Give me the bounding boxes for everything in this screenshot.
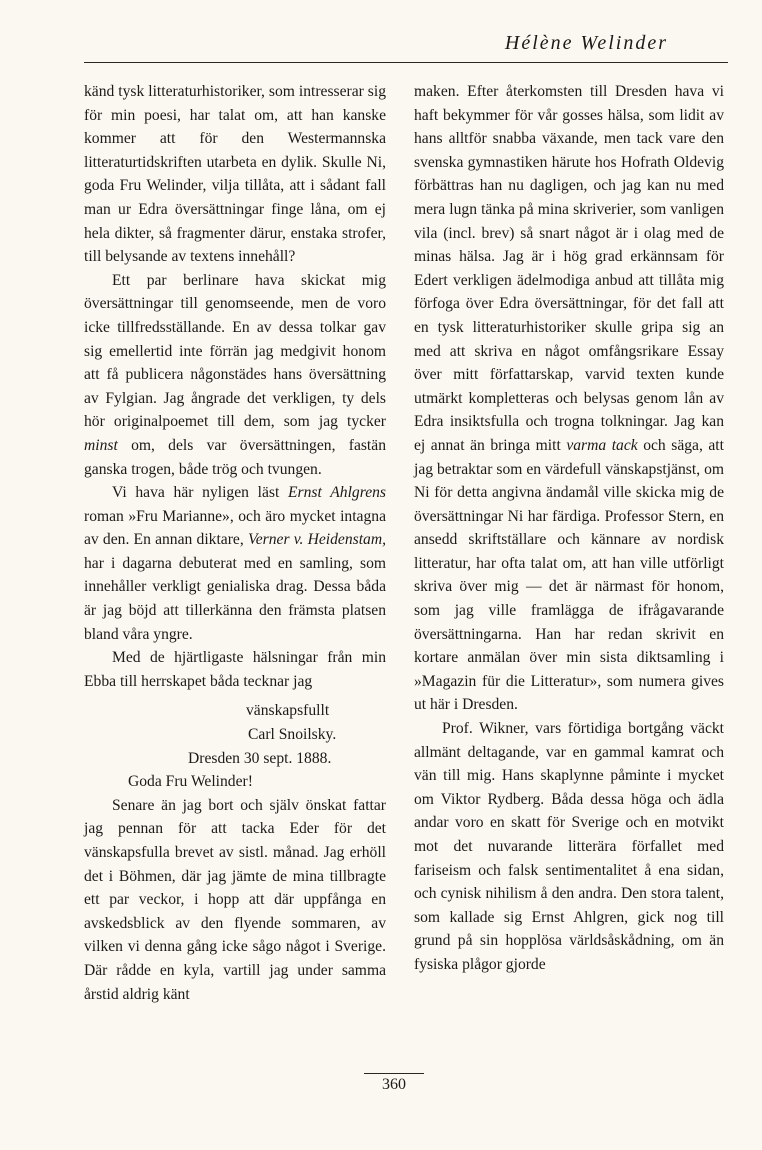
emphasis: Verner v. Heidenstam, [247,531,386,549]
header-title: Hélène Welinder [504,32,668,54]
right-column [414,80,724,977]
paragraph: känd tysk litteraturhistoriker, som intresserar sig för min poesi, har talat om, att han kanske kommer att för den Westermannska litteraturtidskriften utarbeta en dylik. Skulle Ni, goda Fru Welinder, vilja tillåta, att i sådant fall man ur Edra översättningar finge låna, om ej hela dikter, så fragmenter därur, enstaka strofer, till belysande av textens innehåll? [84,83,386,266]
running-header [84,26,728,63]
paragraph: Vi hava här nyligen läst Ernst Ahlgrens roman »Fru Marianne», och äro mycket intagna av den. En annan diktare, Verner v. Heidenstam, har i dagarna debuterat med en samling, som innehåller verkligt genialiska drag. Dessa båda är jag böjd att tillerkänna den främsta platsen bland våra yngre. [84,484,386,643]
paragraph: Senare än jag bort och själv önskat fattar jag pennan för att tacka Eder för det vänskapsfulla brevet av sistl. månad. Jag erhöll det i Böhmen, där jag jämte de mina tillbragte ett par veckor, i hopp att där uppfånga en avskedsblick av den flyende sommaren, av vilken vi denna gång icke sågo något i Sverige. Där rådde en kyla, vartill jag under samma årstid aldrig känt [84,796,386,1003]
left-column [84,80,386,1006]
emphasis: minst [84,436,118,454]
paragraph: Prof. Wikner, vars förtidiga bortgång väckt allmänt deltagande, var en gammal kamrat och vän till mig. Hans skaplynne påminte i mycket om Viktor Rydberg. Båda dessa höga och ädla andar voro en skatt för Sverige och en motvikt mot det nuvarande litterära förfallet med fariseism och falsk sentimentalitet å ena sidan, och cynisk nihilism å den andra. Den stora talent, som kallade sig Ernst Ahlgren, gick nog till grund på sin hopplösa världsåskådning, om än fysiska plågor gjorde [414,720,724,973]
dateline: Dresden 30 sept. 1888. [188,749,332,767]
emphasis: varma tack [566,436,638,454]
signature: Carl Snoilsky. [248,726,337,744]
paragraph: Med de hjärtligaste hälsningar från min Ebba till herrskapet båda tecknar jag [84,649,386,690]
page-number: 360 [364,1073,424,1094]
paragraph: maken. Efter återkomsten till Dresden hava vi haft bekymmer för vår gosses hälsa, som lidit av hans alltför snabba växande, men tack vare den svenska gymnastiken härute hos Hofrath Oldevig förbättras han nu dagligen, och jag kan nu med mera lugn tänka på mina skriverier, som vanligen vila (incl. brev) så snart något är i olag med de minas hälsa. Jag är i hög grad erkännsam för Edert verkligen ädelmodiga anbud att tillåta mig förfoga över Edra översättningar, för det fall att en tysk litteraturhistoriker skulle gripa sig an med att skriva en något omfångsrikare Essay över mitt författarskap, varvid texten kunde utmärkt kompletteras och belysas genom lån av Edra insiktsfulla och trogna tolkningar. Jag kan ej annat än bringa mitt varma tack och säga, att jag betraktar som en värdefull vänskapstjänst, om Ni för detta angivna ändamål ville skicka mig de översättningar Ni har färdiga. Professor Stern, en ansedd skriftställare och kännare av nordisk litteratur, har ofta talat om, att han ville utförligt skriva över mig — det är närmast för honom, som jag ville framlägga de ifrågavarande översättningarna. Han har redan skrivit en kortare anmälan över min sista diktsamling i »Magazin für die Litteratur», som numera gives ut här i Dresden. [414,83,724,714]
salutation: Goda Fru Welinder! [128,773,253,791]
paragraph: Ett par berlinare hava skickat mig översättningar till genomseende, men de voro icke tillfredsställande. En av dessa tolkar gav sig emellertid inte förrän jag medgivit honom att få publicera någonstädes hans översättning av Fylgian. Jag ångrade det verkligen, ty dels hör originalpoemet till dem, som jag tycker minst om, dels var översättningen, fastän ganska trogen, både trög och tvungen. [84,271,386,478]
emphasis: Ernst Ahlgrens [288,484,386,502]
closing: vänskapsfullt [246,702,330,720]
